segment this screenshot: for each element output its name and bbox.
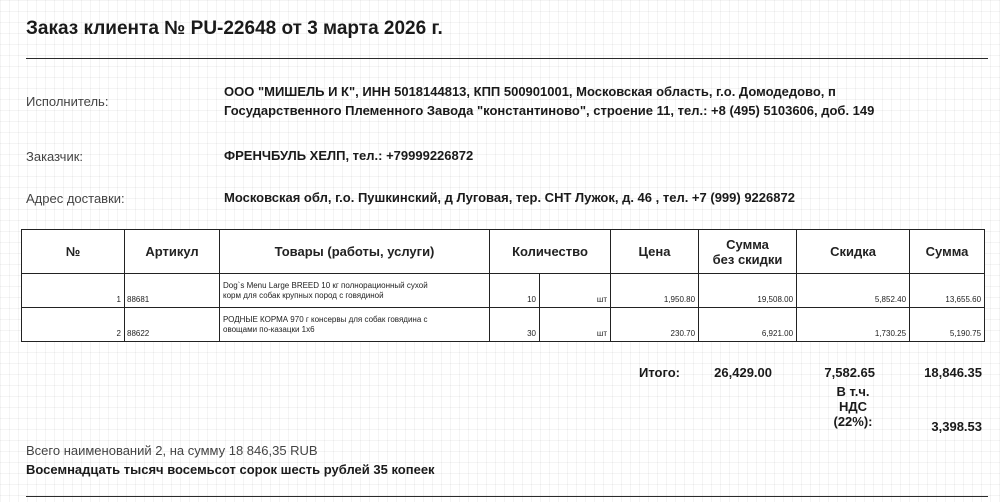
vat-label-line-2: НДС [838,399,868,414]
row-goods-name [220,274,490,308]
total-discount: 7,582.65 [824,365,875,380]
row-unit: шт [540,274,611,308]
col-header-num: № [22,230,125,274]
row-sum: 5,190.75 [910,308,985,342]
row-num: 2 [22,308,125,342]
title-divider [26,58,988,59]
vat-amount: 3,398.53 [931,419,982,434]
row-discount: 5,852.40 [797,274,910,308]
row-price: 1,950.80 [611,274,699,308]
executor-line-1: ООО "МИШЕЛЬ И К", ИНН 5018144813, КПП 500901001, Московская область, г.о. Домодедово, п [224,84,836,99]
total-sum-no-discount: 26,429.00 [714,365,772,380]
document-title: Заказ клиента № PU-22648 от 3 марта 2026 г. [26,18,443,39]
customer-value: ФРЕНЧБУЛЬ ХЕЛП, тел.: +79999226872 [224,148,474,163]
executor-value [224,82,874,120]
row-goods-name-line-1: РОДНЫЕ КОРМА 970 г консервы для собак говядина с [223,314,428,324]
col-header-sum-no-discount [699,230,797,274]
row-discount: 1,730.25 [797,308,910,342]
row-article: 88681 [125,274,220,308]
table-row [22,308,985,342]
col-header-quantity: Количество [490,230,611,274]
row-quantity: 10 [490,274,540,308]
vat-label-line-3: (22%): [833,414,873,429]
col-header-price: Цена [611,230,699,274]
vat-label-line-1: В т.ч. [836,384,870,399]
row-price: 230.70 [611,308,699,342]
col-header-sum-no-discount-line-1: Сумма [726,236,769,252]
row-sum-no-discount: 6,921.00 [699,308,797,342]
totals-label: Итого: [639,365,680,380]
executor-label: Исполнитель: [26,94,109,109]
col-header-discount: Скидка [797,230,910,274]
col-header-sum-no-discount-line-2: без скидки [712,251,783,267]
row-goods-name-line-1: Dog`s Menu Large BREED 10 кг полнорационный сухой [223,280,428,290]
col-header-goods: Товары (работы, услуги) [220,230,490,274]
col-header-article: Артикул [125,230,220,274]
row-sum: 13,655.60 [910,274,985,308]
row-quantity: 30 [490,308,540,342]
delivery-label: Адрес доставки: [26,191,125,206]
row-goods-name [220,308,490,342]
delivery-value: Московская обл, г.о. Пушкинский, д Луговая, тер. СНТ Лужок, д. 46 , тел. +7 (999) 9226872 [224,190,795,205]
customer-label: Заказчик: [26,149,84,164]
row-goods-name-line-2: овощами по-казацки 1х6 [223,324,315,334]
table-row [22,274,985,308]
items-table [21,229,985,342]
footer-divider [26,496,988,497]
row-article: 88622 [125,308,220,342]
executor-line-2: Государственного Племенного Завода "константиново", строение 11, тел.: +8 (495) 5103606, доб. 149 [224,103,875,118]
table-header-row [22,230,985,274]
row-num: 1 [22,274,125,308]
amount-in-words: Восемнадцать тысяч восемьсот сорок шесть рублей 35 копеек [26,462,435,477]
row-unit: шт [540,308,611,342]
items-summary: Всего наименований 2, на сумму 18 846,35 RUB [26,443,318,458]
row-sum-no-discount: 19,508.00 [699,274,797,308]
col-header-sum: Сумма [910,230,985,274]
vat-label [820,384,886,429]
total-sum: 18,846.35 [924,365,982,380]
row-goods-name-line-2: корм для собак крупных пород с говядиной [223,290,384,300]
